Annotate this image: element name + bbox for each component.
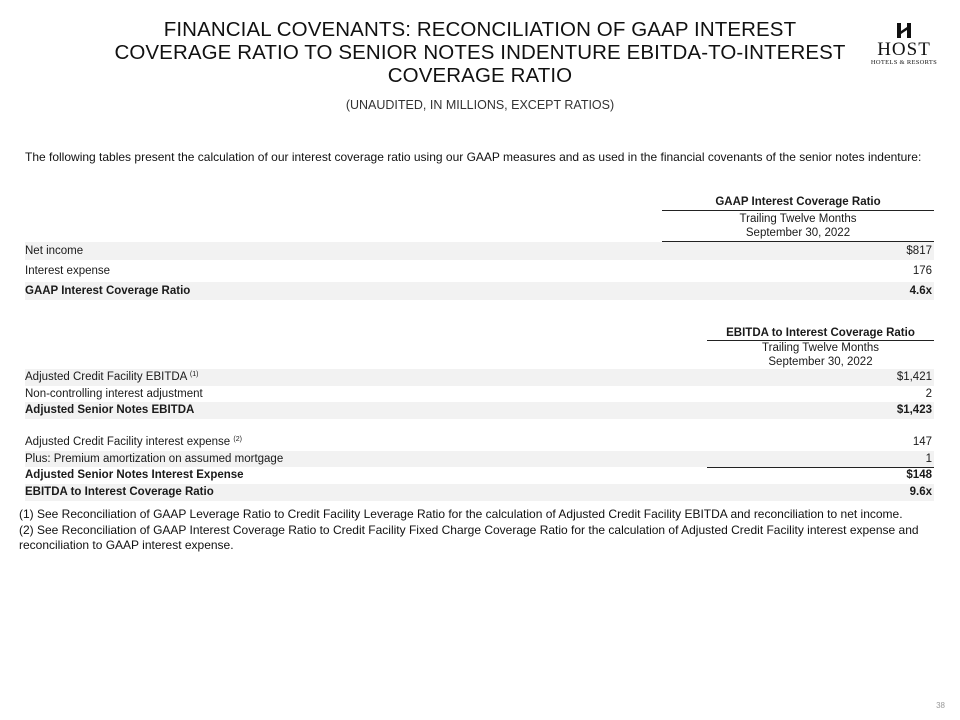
logo-tagline: HOTELS & RESORTS [870, 59, 938, 66]
table-row [25, 402, 934, 419]
page-subtitle: (UNAUDITED, IN MILLIONS, EXCEPT RATIOS) [345, 98, 615, 112]
page-number: 38 [936, 701, 945, 710]
row-label: Interest expense [25, 265, 111, 277]
row-value: $1,423 [896, 404, 932, 416]
table-row [25, 242, 934, 260]
table1-period-line1: Trailing Twelve Months [739, 213, 857, 225]
row-label: Plus: Premium amortization on assumed mortgage [25, 453, 284, 465]
row-label: Adjusted Credit Facility EBITDA $^{(1)}$ [25, 371, 199, 383]
row-label: EBITDA to Interest Coverage Ratio [25, 486, 214, 498]
row-value: 147 [912, 436, 932, 448]
row-label: Net income [25, 245, 84, 257]
footnote-ref: (1) [189, 371, 199, 378]
table-row [25, 386, 934, 403]
row-value: 4.6x [909, 285, 932, 297]
row-label: Adjusted Credit Facility interest expense $^{(2)}$ [25, 436, 242, 448]
footnote-ref: (2) [233, 436, 242, 443]
row-label: Adjusted Senior Notes Interest Expense [25, 469, 244, 481]
table-row [25, 369, 934, 386]
table-row [25, 467, 934, 484]
logo-wordmark: HOST [877, 39, 931, 60]
table2-period-line1: Trailing Twelve Months [762, 342, 879, 354]
host-logo [868, 22, 940, 67]
row-value: $1,421 [896, 371, 932, 383]
row-value: 176 [912, 265, 932, 277]
intro-paragraph: The following tables present the calculation of our interest coverage ratio using our GAAP measures and as used in the financial covenants of the senior notes indenture: [25, 150, 922, 164]
page-title: FINANCIAL COVENANTS: RECONCILIATION OF GAAP INTEREST COVERAGE RATIO TO SENIOR NOTES INDENTURE EBITDA-TO-INTEREST COVERAGE RATIO [114, 18, 846, 87]
row-value: $817 [906, 245, 932, 257]
table-row [25, 451, 934, 467]
table-row [25, 434, 934, 451]
row-value: 1 [925, 453, 932, 465]
footnotes [19, 507, 939, 554]
host-h-logo-icon [896, 22, 912, 39]
footnote-2: (2) See Reconciliation of GAAP Interest Coverage Ratio to Credit Facility Fixed Charge Coverage Ratio for the calculation of Adjusted Credit Facility interest expense and reconciliation to GAAP interest expense. [19, 522, 919, 552]
row-label: GAAP Interest Coverage Ratio [25, 285, 191, 297]
row-label: Non-controlling interest adjustment [25, 388, 203, 400]
row-value: 2 [925, 388, 932, 400]
table1-header: GAAP Interest Coverage Ratio [715, 196, 881, 208]
table2-period-line2: September 30, 2022 [768, 356, 873, 368]
row-value: $148 [906, 469, 932, 481]
row-value: 9.6x [909, 486, 932, 498]
table2-header: EBITDA to Interest Coverage Ratio [726, 327, 915, 339]
table1-period-line2: September 30, 2022 [745, 227, 851, 239]
table-row [25, 262, 934, 280]
footnote-1: (1) See Reconciliation of GAAP Leverage Ratio to Credit Facility Leverage Ratio for the calculation of Adjusted Credit Facility EBITDA and reconciliation to net income. [19, 507, 903, 521]
table-row [25, 282, 934, 300]
table-row [25, 484, 934, 501]
row-label: Adjusted Senior Notes EBITDA [25, 404, 195, 416]
table1-header-rule [662, 210, 934, 211]
